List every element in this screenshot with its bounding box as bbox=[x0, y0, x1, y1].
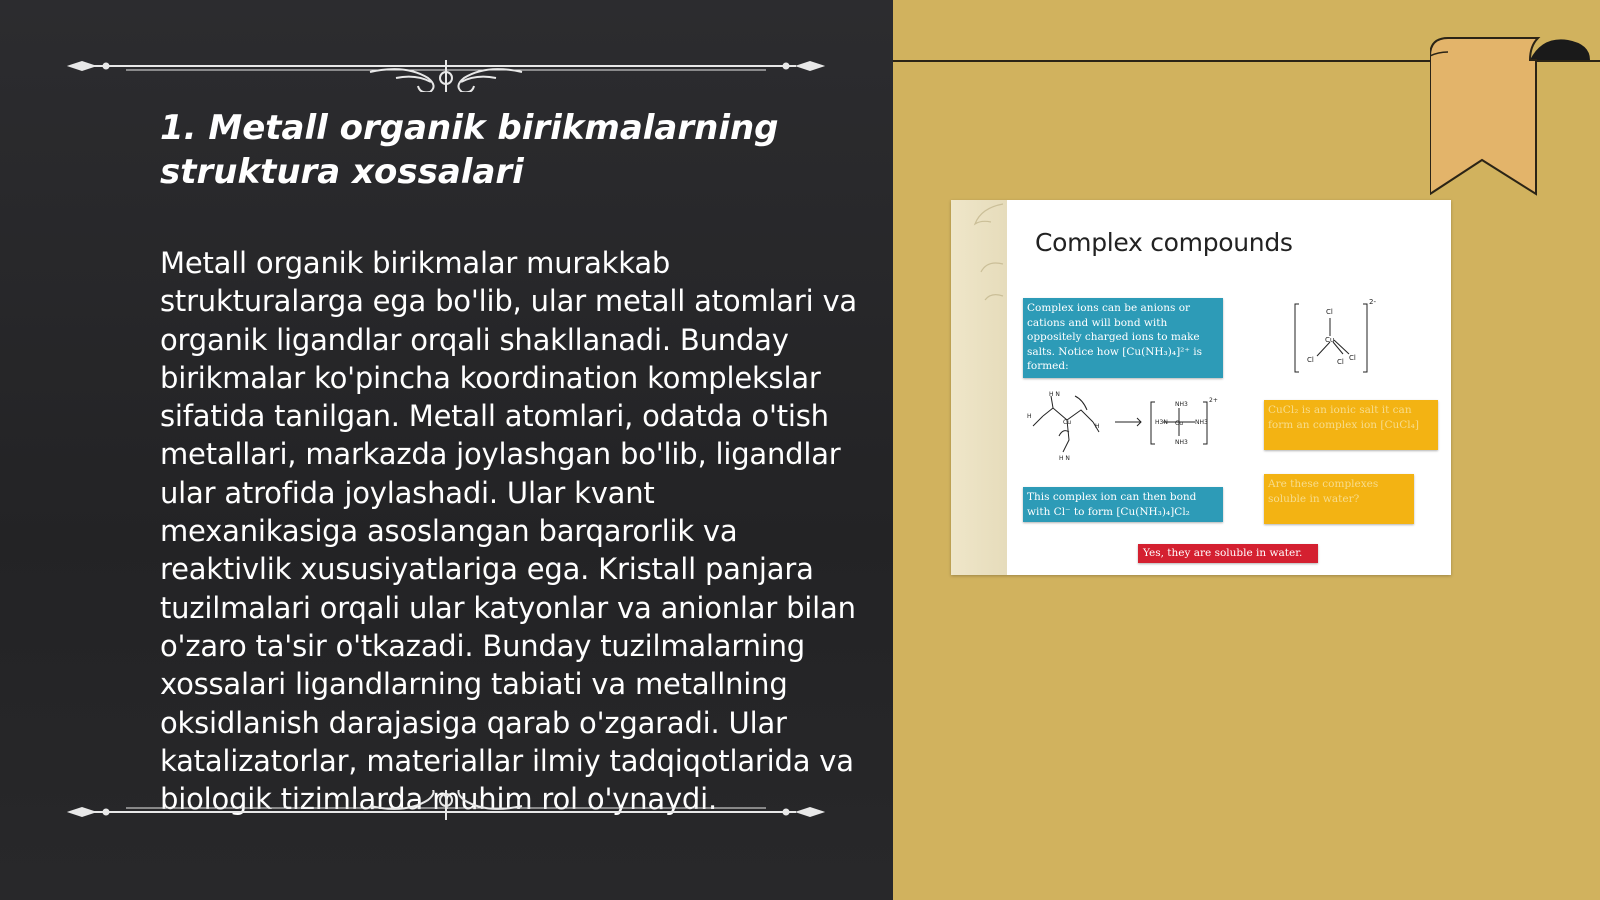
thumbnail-title: Complex compounds bbox=[1035, 228, 1293, 257]
svg-text:H N: H N bbox=[1049, 391, 1060, 398]
svg-text:Cl: Cl bbox=[1307, 356, 1314, 364]
svg-text:H: H bbox=[1027, 413, 1032, 420]
tetrachlorocuprate-structure-icon bbox=[1291, 298, 1391, 378]
svg-text:2+: 2+ bbox=[1209, 397, 1218, 404]
svg-text:Cu: Cu bbox=[1063, 419, 1071, 426]
ornament-top-divider bbox=[66, 52, 826, 92]
thumbnail-decorative-edge bbox=[951, 200, 1007, 575]
red-answer-box: Yes, they are soluble in water. bbox=[1138, 544, 1318, 563]
slide-title: 1. Metall organik birikmalarning struktura xossalari bbox=[160, 108, 779, 192]
teal-info-box-complex-ions: Complex ions can be anions or cations and will bond with oppositely charged ions to make salts. Notice how [Cu(NH₃)₄]²⁺ is formed: bbox=[1023, 298, 1223, 378]
gold-info-box-cucl2: CuCl₂ is an ionic salt it can form an complex ion [CuCl₄] bbox=[1264, 400, 1438, 450]
slide-body-text: Metall organik birikmalar murakkab strukturalarga ega bo'lib, ular metall atomlari va organik ligandlar orqali shakllanadi. Bunday birikmalar ko'pincha koordination komplekslar sifatida tanilgan. Metall atomlari, odatda o'tish metallari, markazda joylashgan bo'lib, ligandlar ular atrofida joylashadi. Ular kvant mexanikasiga asoslangan barqarorlik va reaktivlik xususiyatlariga ega. Kristall panjara tuzilmalari orqali ular katyonlar va anionlar bilan o'zaro ta'sir o'tkazadi. Bunday tuzilmalarning xossalari ligandlarning tabiati va metallning oksidlanish darajasiga qarab o'zgaradi. Ular katalizatorlar, materiallar ilmiy tadqiqotlarida va biologik tizimlarda muhim rol o'ynaydi. bbox=[160, 246, 857, 817]
svg-text:H N: H N bbox=[1059, 455, 1070, 462]
gold-info-box-soluble-question: Are these complexes soluble in water? bbox=[1264, 474, 1414, 524]
svg-text:Cl: Cl bbox=[1337, 358, 1344, 366]
svg-text:NH3: NH3 bbox=[1195, 419, 1208, 426]
svg-text:NH3: NH3 bbox=[1175, 401, 1188, 408]
svg-text:NH3: NH3 bbox=[1175, 439, 1188, 446]
complex-compounds-slide-image bbox=[951, 200, 1451, 575]
teal-info-box-bond-cl: This complex ion can then bond with Cl⁻ to form [Cu(NH₃)₄]Cl₂ bbox=[1023, 487, 1223, 522]
bookmark-ribbon-icon bbox=[1430, 36, 1590, 206]
svg-text:2-: 2- bbox=[1369, 298, 1376, 306]
svg-text:Cl: Cl bbox=[1326, 308, 1333, 316]
svg-text:Cu: Cu bbox=[1175, 420, 1183, 427]
copper-ammine-reaction-icon bbox=[1023, 388, 1218, 468]
svg-text:H: H bbox=[1095, 423, 1100, 430]
ornament-bottom-divider bbox=[66, 790, 826, 830]
svg-text:Cl: Cl bbox=[1349, 354, 1356, 362]
svg-text:H3N: H3N bbox=[1155, 419, 1168, 426]
svg-text:Cu: Cu bbox=[1325, 336, 1335, 344]
